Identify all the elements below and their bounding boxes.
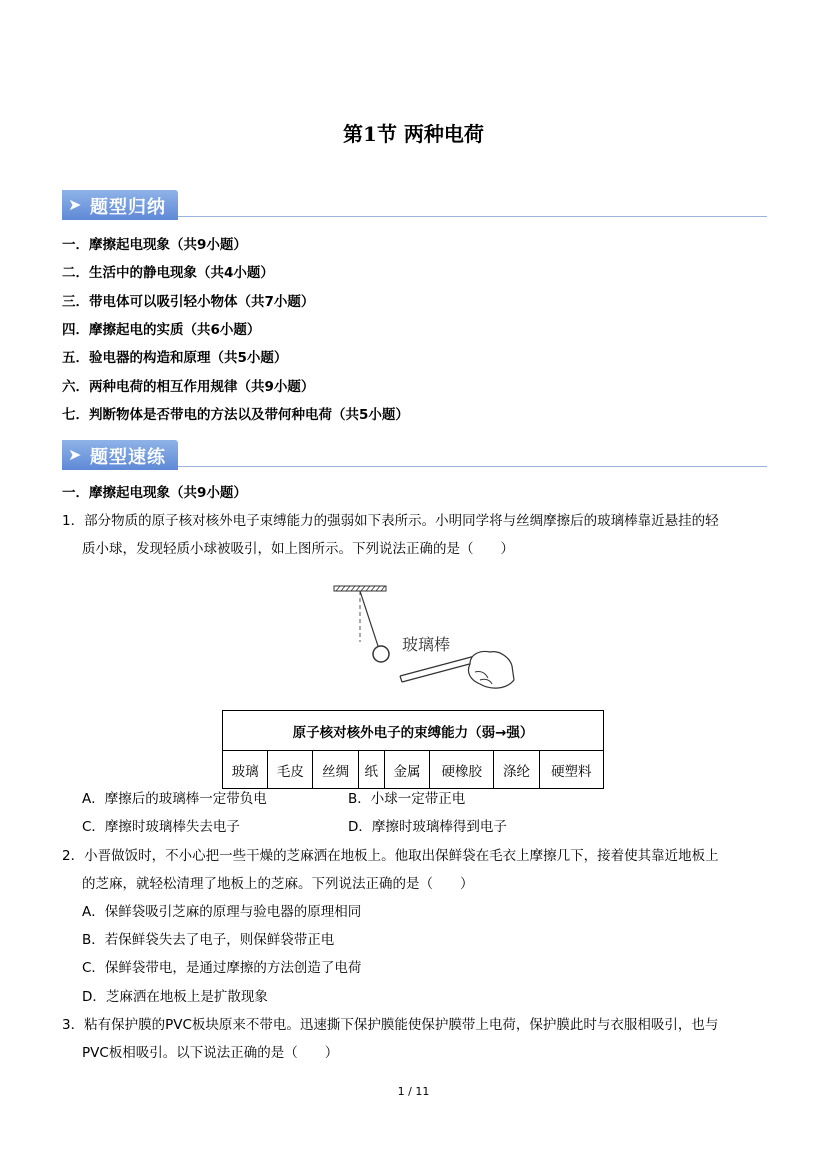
section-banner-summary — [62, 190, 767, 220]
toc-item: 三．带电体可以吸引轻小物体（共7小题） — [62, 294, 315, 310]
table-cell: 硬塑料 — [539, 751, 603, 789]
table-header: 原子核对核外电子的束缚能力（弱→强） — [223, 711, 604, 751]
table-cell: 毛皮 — [268, 751, 313, 789]
table-cell: 涤纶 — [494, 751, 539, 789]
page-title: 第1节 两种电荷 — [343, 122, 484, 146]
q2-option-d: D．芝麻洒在地板上是扩散现象 — [82, 989, 268, 1005]
question-1-text-cont: 质小球，发现轻质小球被吸引，如上图所示。下列说法正确的是（ ） — [82, 541, 514, 557]
banner-tab — [62, 440, 178, 470]
binding-ability-table — [222, 710, 604, 789]
q2-option-b: B．若保鲜袋失去了电子，则保鲜袋带正电 — [82, 932, 335, 948]
question-2-text: 2．小晋做饭时，不小心把一些干燥的芝麻洒在地板上。他取出保鲜袋在毛衣上摩擦几下，接着使其靠近地板上 — [62, 848, 719, 864]
q2-option-a: A．保鲜袋吸引芝麻的原理与验电器的原理相同 — [82, 904, 362, 920]
banner-label: 题型归纳 — [90, 197, 166, 218]
toc-item: 一．摩擦起电现象（共9小题） — [62, 237, 247, 253]
toc-item: 七．判断物体是否带电的方法以及带何种电荷（共5小题） — [62, 407, 409, 423]
table-cell: 玻璃 — [223, 751, 268, 789]
section-heading: 一．摩擦起电现象（共9小题） — [62, 485, 247, 501]
arrow-right-icon: ➤ — [68, 445, 82, 464]
q1-option-d: D．摩擦时玻璃棒得到电子 — [348, 819, 507, 835]
banner-rule — [178, 466, 767, 467]
toc-item: 二．生活中的静电现象（共4小题） — [62, 265, 274, 281]
table-row — [223, 751, 604, 789]
table-cell: 硬橡胶 — [430, 751, 494, 789]
table-cell: 金属 — [384, 751, 429, 789]
banner-rule — [178, 216, 767, 217]
glass-rod-figure — [320, 580, 520, 700]
toc-item: 四．摩擦起电的实质（共6小题） — [62, 322, 261, 338]
q2-option-c: C．保鲜袋带电，是通过摩擦的方法创造了电荷 — [82, 960, 362, 976]
arrow-right-icon: ➤ — [68, 195, 82, 214]
toc-item: 六．两种电荷的相互作用规律（共9小题） — [62, 379, 315, 395]
page-number: 1 / 11 — [397, 1085, 430, 1098]
toc-item: 五．验电器的构造和原理（共5小题） — [62, 350, 288, 366]
q1-option-b: B．小球一定带正电 — [348, 791, 466, 807]
figure-label: 玻璃棒 — [402, 635, 451, 654]
question-3-text: 3．粘有保护膜的PVC板块原来不带电。迅速撕下保护膜能使保护膜带上电荷，保护膜此时与衣服相吸引，也与 — [62, 1017, 719, 1033]
question-2-text-cont: 的芝麻，就轻松清理了地板上的芝麻。下列说法正确的是（ ） — [82, 876, 474, 892]
question-1-text: 1．部分物质的原子核对核外电子束缚能力的强弱如下表所示。小明同学将与丝绸摩擦后的玻璃棒靠近悬挂的轻 — [62, 513, 719, 529]
table-cell: 丝绸 — [313, 751, 358, 789]
table-cell: 纸 — [358, 751, 384, 789]
q1-option-a: A．摩擦后的玻璃棒一定带负电 — [82, 791, 267, 807]
section-banner-practice — [62, 440, 767, 470]
q1-option-c: C．摩擦时玻璃棒失去电子 — [82, 819, 240, 835]
banner-tab — [62, 190, 178, 220]
banner-label: 题型速练 — [90, 447, 166, 468]
question-3-text-cont: PVC板相吸引。以下说法正确的是（ ） — [82, 1045, 339, 1061]
